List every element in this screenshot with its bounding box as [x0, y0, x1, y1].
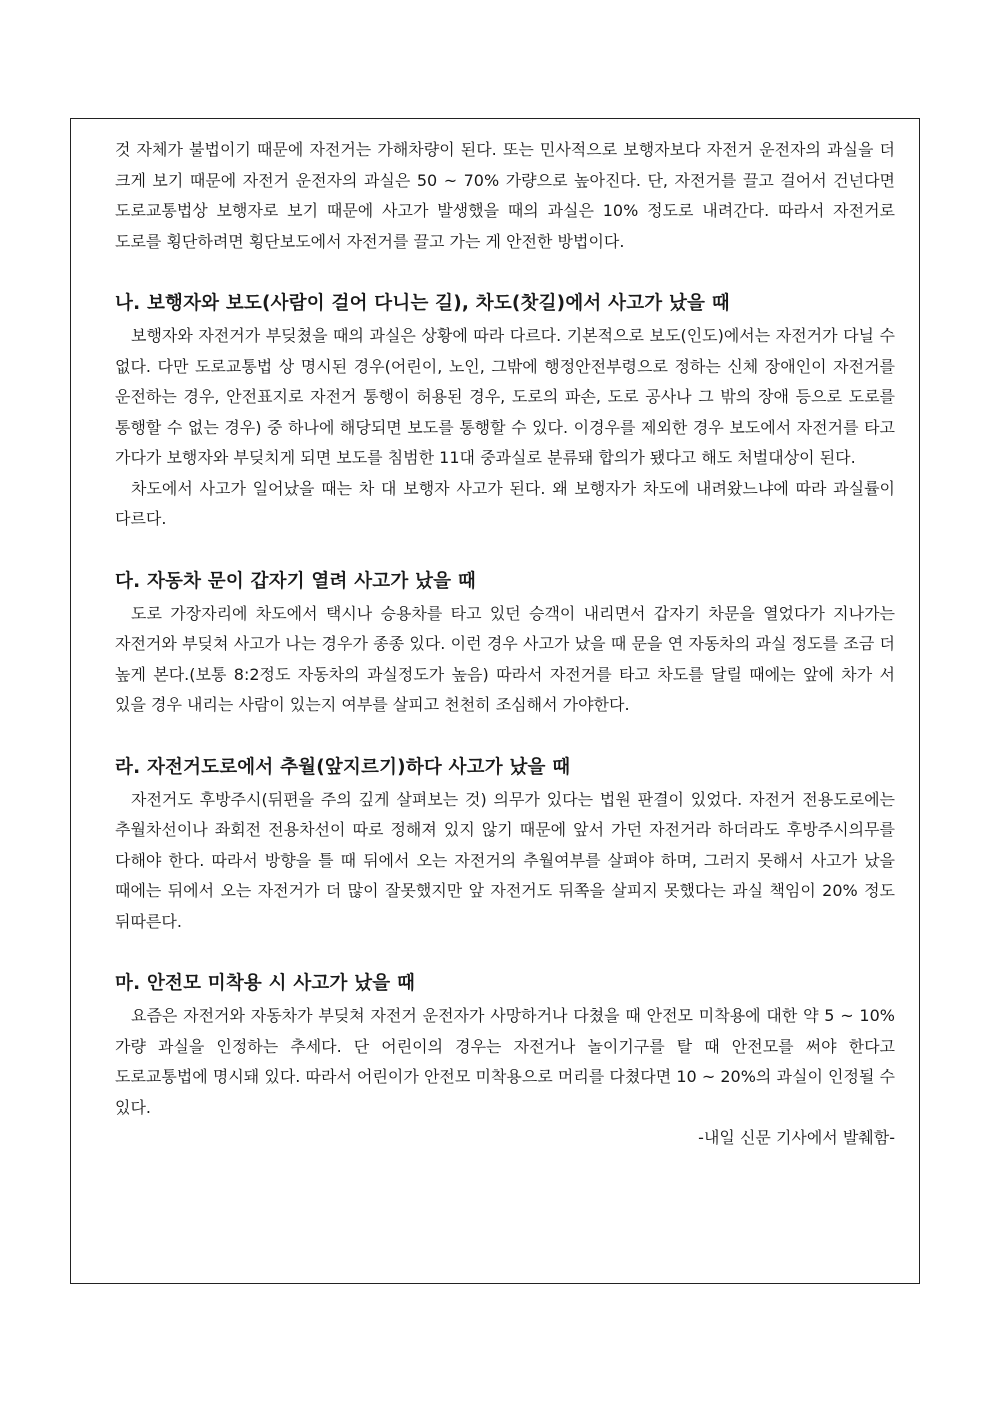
article-frame — [70, 118, 920, 1284]
spacer — [115, 721, 895, 753]
section-heading-da: 다. 자동차 문이 갑자기 열려 사고가 났을 때 — [115, 570, 476, 592]
section-heading-ra: 라. 자전거도로에서 추월(앞지르기)하다 사고가 났을 때 — [115, 756, 571, 778]
intro-paragraph: 것 자체가 불법이기 때문에 자전거는 가해차량이 된다. 또는 민사적으로 보행자보다 자전거 운전자의 과실을 더 크게 보기 때문에 자전거 운전자의 과실은 50 ~ 70% 가량으로 높아진다. 단, 자전거를 끌고 걸어서 건넌다면 도로교통법상 보행자로 보기 때문에 사고가 발생했을 때의 과실은 10% 정도로 내려간다. 따라서 자전거로 도로를 횡단하려면 횡단보도에서 자전거를 끌고 가는 게 안전한 방법이다. — [115, 140, 895, 251]
section-da-paragraph-1: 도로 가장자리에 차도에서 택시나 승용차를 타고 있던 승객이 내리면서 갑자기 차문을 열었다가 지나가는 자전거와 부딪쳐 사고가 나는 경우가 종종 있다. 이런 경우 사고가 났을 때 문을 연 자동차의 과실 정도를 조금 더 높게 본다.(보통 8:2정도 자동차의 과실정도가 높음) 따라서 자전거를 타고 차도를 달릴 때에는 앞에 차가 서 있을 경우 내리는 사람이 있는지 여부를 살피고 천천히 조심해서 가야한다. — [115, 603, 895, 714]
spacer — [115, 257, 895, 289]
section-heading-ma: 마. 안전모 미착용 시 사고가 났을 때 — [115, 973, 416, 994]
source-attribution: -내일 신문 기사에서 발췌함- — [698, 1128, 895, 1147]
section-ma-paragraph-1: 요즘은 자전거와 자동차가 부딪쳐 자전거 운전자가 사망하거나 다쳤을 때 안전모 미착용에 대한 약 5 ~ 10% 가량 과실을 인정하는 추세다. 단 어린이의 경우는 자전거나 놀이기구를 탈 때 안전모를 써야 한다고 도로교통법에 명시돼 있다. 따라서 어린이가 안전모 미착용으로 머리를 다쳤다면 10 ~ 20%의 과실이 인정될 수 있다. — [115, 1006, 895, 1117]
section-na-paragraph-2: 차도에서 사고가 일어났을 때는 차 대 보행자 사고가 된다. 왜 보행자가 차도에 내려왔느냐에 따라 과실률이 다르다. — [115, 478, 895, 528]
spacer — [115, 535, 895, 567]
section-heading-na: 나. 보행자와 보도(사람이 걸어 다니는 길), 차도(찻길)에서 사고가 났을 때 — [115, 293, 730, 314]
section-ra-paragraph-1: 자전거도 후방주시(뒤편을 주의 깊게 살펴보는 것) 의무가 있다는 법원 판결이 있었다. 자전거 전용도로에는 추월차선이나 좌회전 전용차선이 따로 정해져 있지 않기 때문에 앞서 가던 자전거라 하더라도 후방주시의무를 다해야 한다. 따라서 방향을 틀 때 뒤에서 오는 자전거의 추월여부를 살펴야 하며, 그러지 못해서 사고가 났을 때에는 뒤에서 오는 자전거가 더 많이 잘못했지만 앞 자전거도 뒤쪽을 살피지 못했다는 과실 책임이 20% 정도 뒤따른다. — [115, 789, 895, 931]
section-na-paragraph-1: 보행자와 자전거가 부딪쳤을 때의 과실은 상황에 따라 다르다. 기본적으로 보도(인도)에서는 자전거가 다닐 수 없다. 다만 도로교통법 상 명시된 경우(어린이, 노인, 그밖에 행정안전부령으로 정하는 신체 장애인이 자전거를 운전하는 경우, 안전표지로 자전거 통행이 허용된 경우, 도로의 파손, 도로 공사나 그 밖의 장애 등으로 도로를 통행할 수 없는 경우) 중 하나에 해당되면 보도를 통행할 수 있다. 이경우를 제외한 경우 보도에서 자전거를 타고 가다가 보행자와 부딪치게 되면 보도를 침범한 11대 중과실로 분류돼 합의가 됐다고 해도 처벌대상이 된다. — [115, 326, 895, 467]
spacer — [115, 937, 895, 969]
